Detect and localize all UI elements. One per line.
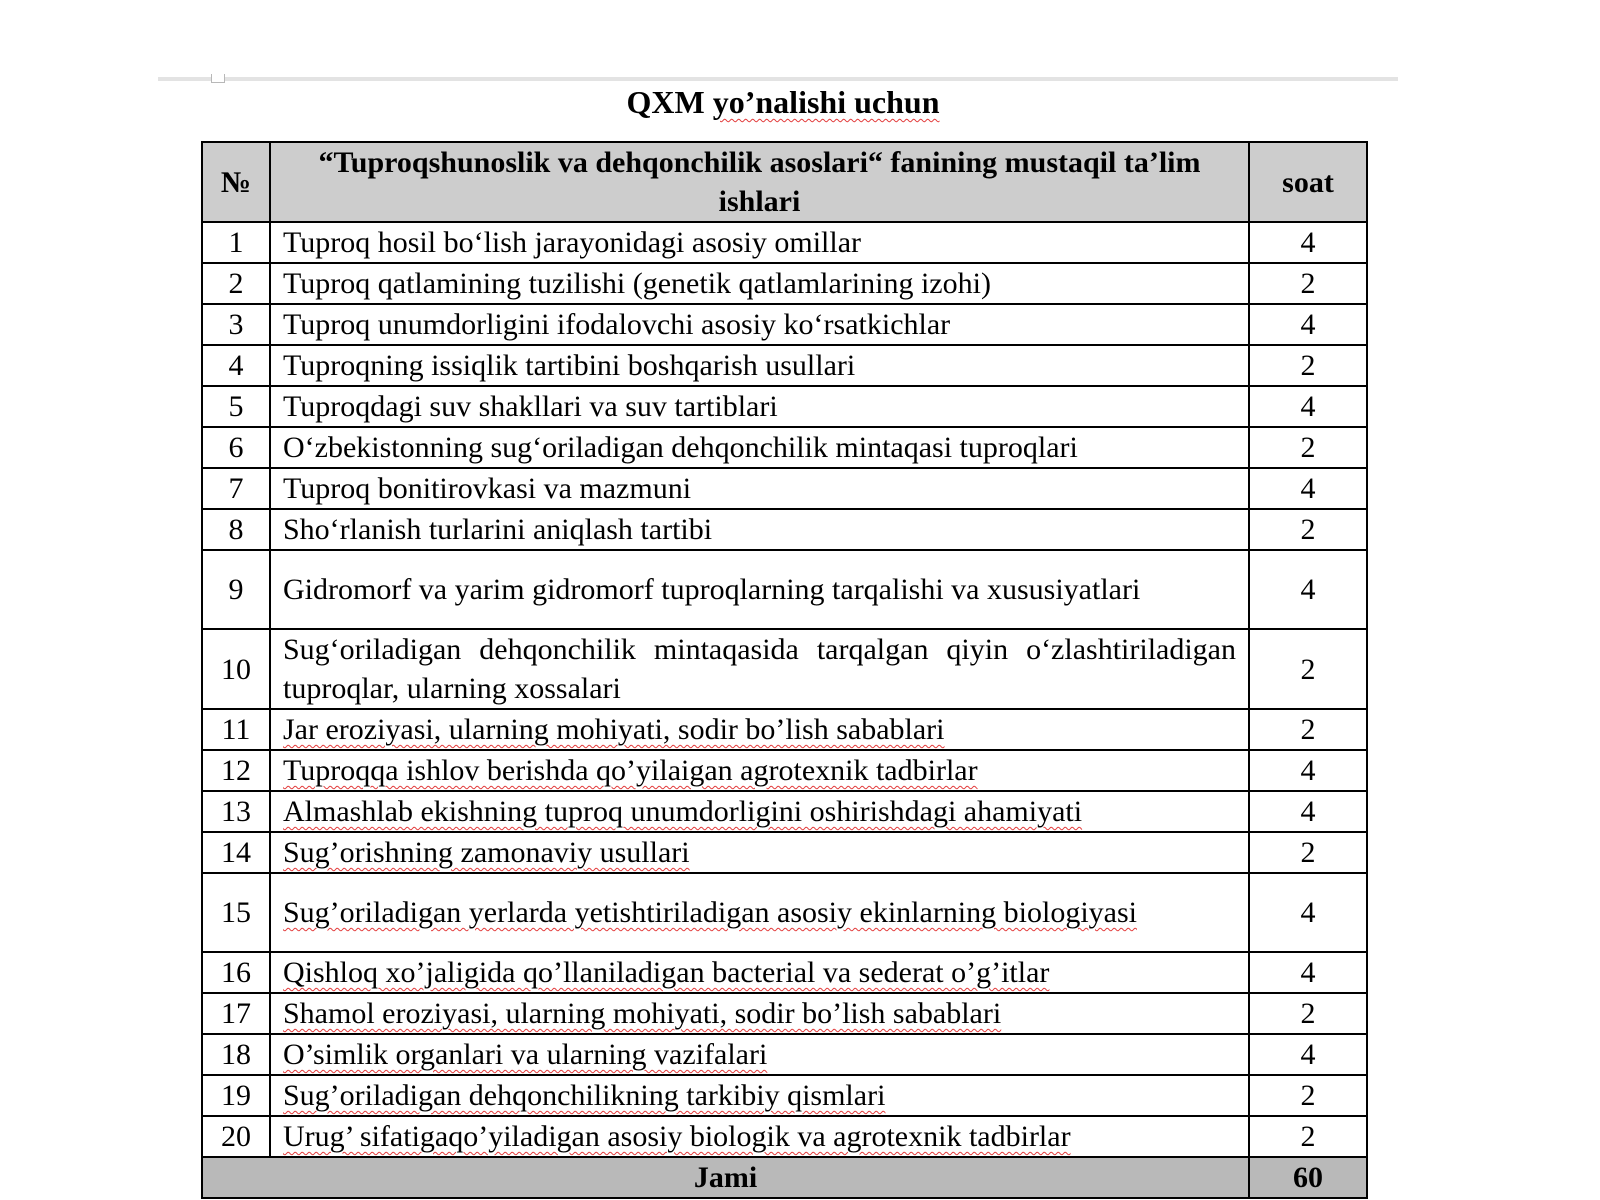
row-hours: 4 bbox=[1249, 468, 1367, 509]
row-topic-text: O‘zbekistonning sug‘oriladigan dehqonchilik mintaqasi tuproqlari bbox=[283, 431, 1078, 464]
row-hours: 4 bbox=[1249, 873, 1367, 952]
row-topic-text: Qishloq xo’jaligida qo’llaniladigan bacterial va sederat o’g’itlar bbox=[283, 956, 1050, 989]
row-number: 20 bbox=[202, 1116, 270, 1157]
row-topic bbox=[270, 1116, 1249, 1157]
document-title-text bbox=[627, 84, 940, 120]
row-topic bbox=[270, 1034, 1249, 1075]
title-word: QXM bbox=[626, 84, 713, 120]
row-hours: 2 bbox=[1249, 509, 1367, 550]
header-number: № bbox=[202, 142, 270, 222]
row-hours: 2 bbox=[1249, 263, 1367, 304]
row-number: 18 bbox=[202, 1034, 270, 1075]
row-number: 17 bbox=[202, 993, 270, 1034]
row-topic bbox=[270, 263, 1249, 304]
row-hours: 4 bbox=[1249, 1034, 1367, 1075]
row-topic-text: O’simlik organlari va ularning vazifalari bbox=[283, 1038, 768, 1071]
table-row bbox=[202, 468, 1367, 509]
row-number: 5 bbox=[202, 386, 270, 427]
header-topic: “Tuproqshunoslik va dehqonchilik asoslari“ fanining mustaqil ta’lim ishlari bbox=[270, 142, 1249, 222]
row-topic bbox=[270, 750, 1249, 791]
row-topic bbox=[270, 873, 1249, 952]
row-hours: 2 bbox=[1249, 709, 1367, 750]
row-hours: 2 bbox=[1249, 1116, 1367, 1157]
row-number: 7 bbox=[202, 468, 270, 509]
row-topic-text: Tuproq qatlamining tuzilishi (genetik qatlamlarining izohi) bbox=[283, 267, 991, 300]
row-number: 15 bbox=[202, 873, 270, 952]
row-topic bbox=[270, 629, 1249, 709]
row-topic-text: Almashlab ekishning tuproq unumdorligini oshirishdagi ahamiyati bbox=[283, 795, 1083, 828]
row-number: 10 bbox=[202, 629, 270, 709]
row-hours: 4 bbox=[1249, 222, 1367, 263]
row-topic bbox=[270, 952, 1249, 993]
row-number: 11 bbox=[202, 709, 270, 750]
row-topic-text: Sug’oriladigan dehqonchilikning tarkibiy qismlari bbox=[283, 1079, 886, 1112]
table-header-row bbox=[202, 142, 1367, 222]
table-row bbox=[202, 1075, 1367, 1116]
row-number: 19 bbox=[202, 1075, 270, 1116]
row-topic-text: Tuproqning issiqlik tartibini boshqarish usullari bbox=[283, 349, 856, 382]
table-body bbox=[202, 222, 1367, 1157]
row-topic bbox=[270, 304, 1249, 345]
row-topic-text: Shamol eroziyasi, ularning mohiyati, sodir bo’lish sabablari bbox=[283, 997, 1002, 1030]
page-top-edge bbox=[158, 77, 1398, 81]
table-row bbox=[202, 509, 1367, 550]
row-hours: 4 bbox=[1249, 952, 1367, 993]
row-number: 8 bbox=[202, 509, 270, 550]
row-topic bbox=[270, 386, 1249, 427]
row-topic-text: Tuproq hosil bo‘lish jarayonidagi asosiy omillar bbox=[283, 226, 862, 259]
table-row bbox=[202, 222, 1367, 263]
table-row bbox=[202, 952, 1367, 993]
table-row bbox=[202, 873, 1367, 952]
table-row bbox=[202, 1034, 1367, 1075]
table-row bbox=[202, 550, 1367, 629]
row-topic bbox=[270, 832, 1249, 873]
table-row bbox=[202, 709, 1367, 750]
row-hours: 2 bbox=[1249, 427, 1367, 468]
row-topic-text: Sug’orishning zamonaviy usullari bbox=[283, 836, 690, 869]
document-title bbox=[200, 82, 1366, 122]
table-row bbox=[202, 304, 1367, 345]
row-number: 16 bbox=[202, 952, 270, 993]
row-number: 2 bbox=[202, 263, 270, 304]
row-hours: 4 bbox=[1249, 791, 1367, 832]
row-hours: 4 bbox=[1249, 750, 1367, 791]
row-topic bbox=[270, 1075, 1249, 1116]
row-number: 6 bbox=[202, 427, 270, 468]
table-row bbox=[202, 629, 1367, 709]
row-hours: 4 bbox=[1249, 550, 1367, 629]
table-row bbox=[202, 993, 1367, 1034]
row-topic-text: Tuproqqa ishlov berishda qo’yilaigan agrotexnik tadbirlar bbox=[283, 754, 978, 787]
table-row bbox=[202, 263, 1367, 304]
row-topic bbox=[270, 345, 1249, 386]
row-topic-text: Sug’oriladigan yerlarda yetishtiriladigan asosiy ekinlarning biologiyasi bbox=[283, 896, 1137, 929]
row-topic bbox=[270, 427, 1249, 468]
row-topic-text: Urug’ sifatigaqo’yiladigan asosiy biologik va agrotexnik tadbirlar bbox=[283, 1120, 1071, 1153]
header-hours: soat bbox=[1249, 142, 1367, 222]
row-number: 4 bbox=[202, 345, 270, 386]
row-topic bbox=[270, 709, 1249, 750]
row-topic-text: Gidromorf va yarim gidromorf tuproqlarning tarqalishi va xususiyatlari bbox=[283, 573, 1141, 606]
row-hours: 2 bbox=[1249, 629, 1367, 709]
total-hours: 60 bbox=[1249, 1157, 1367, 1198]
row-topic-text: Jar eroziyasi, ularning mohiyati, sodir bo’lish sabablari bbox=[283, 713, 945, 746]
table-total-row bbox=[202, 1157, 1367, 1198]
row-number: 1 bbox=[202, 222, 270, 263]
table-row bbox=[202, 791, 1367, 832]
row-topic-text: Sho‘rlanish turlarini aniqlash tartibi bbox=[283, 513, 713, 546]
row-topic bbox=[270, 550, 1249, 629]
table-row bbox=[202, 386, 1367, 427]
table-row bbox=[202, 427, 1367, 468]
row-topic-text: Tuproq unumdorligini ifodalovchi asosiy ko‘rsatkichlar bbox=[283, 308, 951, 341]
table-row bbox=[202, 832, 1367, 873]
row-topic bbox=[270, 468, 1249, 509]
row-hours: 2 bbox=[1249, 832, 1367, 873]
row-number: 9 bbox=[202, 550, 270, 629]
row-hours: 4 bbox=[1249, 386, 1367, 427]
total-label: Jami bbox=[202, 1157, 1249, 1198]
row-topic bbox=[270, 222, 1249, 263]
row-topic-text: Tuproq bonitirovkasi va mazmuni bbox=[283, 472, 692, 505]
title-word-flagged: yo’nalishi uchun bbox=[712, 84, 940, 120]
row-hours: 2 bbox=[1249, 345, 1367, 386]
row-number: 3 bbox=[202, 304, 270, 345]
row-hours: 4 bbox=[1249, 304, 1367, 345]
independent-work-table bbox=[201, 141, 1368, 1199]
row-number: 12 bbox=[202, 750, 270, 791]
row-topic bbox=[270, 993, 1249, 1034]
row-hours: 2 bbox=[1249, 1075, 1367, 1116]
row-topic bbox=[270, 791, 1249, 832]
row-number: 14 bbox=[202, 832, 270, 873]
row-topic bbox=[270, 509, 1249, 550]
row-topic-text: Tuproqdagi suv shakllari va suv tartiblari bbox=[283, 390, 778, 423]
table-row bbox=[202, 345, 1367, 386]
row-hours: 2 bbox=[1249, 993, 1367, 1034]
row-number: 13 bbox=[202, 791, 270, 832]
table-row bbox=[202, 750, 1367, 791]
row-topic-text: Sug‘oriladigan dehqonchilik mintaqasida tarqalgan qiyin o‘zlashtiriladigan tuproqlar, ularning xossalari bbox=[283, 633, 1236, 705]
table-row bbox=[202, 1116, 1367, 1157]
